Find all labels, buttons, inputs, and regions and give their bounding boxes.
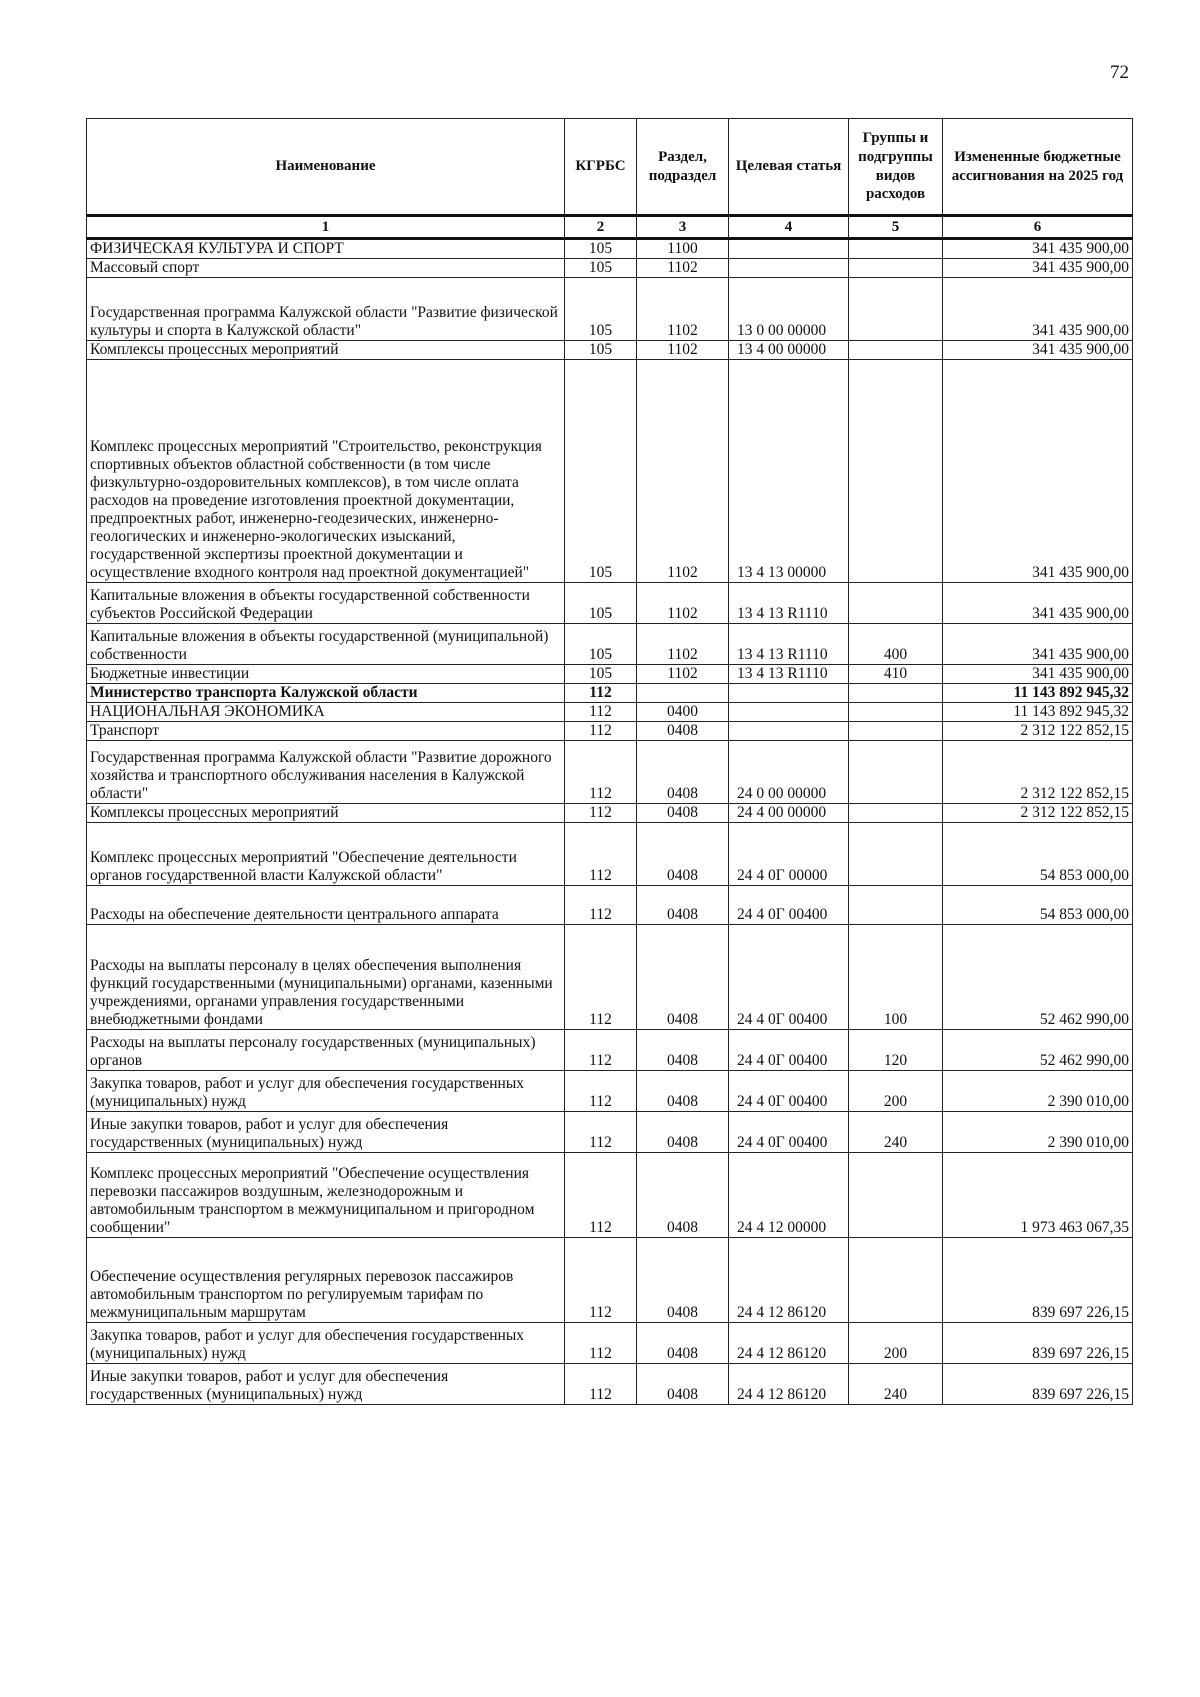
row-code-cell: 112 <box>565 1364 637 1405</box>
row-code-cell: 112 <box>565 925 637 1030</box>
row-group-cell <box>849 886 943 925</box>
table-row <box>87 239 1133 259</box>
row-amount-cell: 2 312 122 852,15 <box>943 741 1133 804</box>
row-group-cell <box>849 1153 943 1238</box>
table-header-row <box>87 119 1133 216</box>
row-amount-cell: 341 435 900,00 <box>943 259 1133 278</box>
row-group-cell <box>849 360 943 583</box>
table-row <box>87 823 1133 886</box>
row-group-cell: 100 <box>849 925 943 1030</box>
row-name-cell: Государственная программа Калужской области "Развитие физической культуры и спорта в Калужской области" <box>87 278 565 341</box>
row-group-cell <box>849 823 943 886</box>
row-target-cell <box>729 722 849 741</box>
table-row <box>87 665 1133 684</box>
row-target-cell: 24 4 0Г 00400 <box>729 1112 849 1153</box>
row-target-cell <box>729 684 849 703</box>
column-number-row <box>87 216 1133 239</box>
header-amount: Измененные бюджетные ассигнования на 2025 год <box>943 119 1133 216</box>
row-name-cell: Государственная программа Калужской области "Развитие дорожного хозяйства и транспортного обслуживания населения в Калужской области" <box>87 741 565 804</box>
row-code-cell: 112 <box>565 1030 637 1071</box>
row-group-cell: 400 <box>849 624 943 665</box>
row-group-cell <box>849 722 943 741</box>
row-name-cell: НАЦИОНАЛЬНАЯ ЭКОНОМИКА <box>87 703 565 722</box>
row-group-cell: 120 <box>849 1030 943 1071</box>
column-number: 4 <box>729 216 849 239</box>
row-section-cell: 0408 <box>637 1323 729 1364</box>
row-group-cell: 200 <box>849 1071 943 1112</box>
row-target-cell: 13 4 13 00000 <box>729 360 849 583</box>
table-row <box>87 259 1133 278</box>
row-amount-cell: 52 462 990,00 <box>943 925 1133 1030</box>
row-amount-cell: 839 697 226,15 <box>943 1364 1133 1405</box>
row-amount-cell: 1 973 463 067,35 <box>943 1153 1133 1238</box>
row-group-cell <box>849 278 943 341</box>
row-code-cell: 105 <box>565 583 637 624</box>
row-code-cell: 112 <box>565 741 637 804</box>
budget-table <box>86 118 1133 1405</box>
row-group-cell <box>849 239 943 259</box>
table-row <box>87 360 1133 583</box>
row-code-cell: 112 <box>565 886 637 925</box>
column-number: 6 <box>943 216 1133 239</box>
row-section-cell: 0408 <box>637 1071 729 1112</box>
row-section-cell: 0408 <box>637 1112 729 1153</box>
row-name-cell: Обеспечение осуществления регулярных перевозок пассажиров автомобильным транспортом по регулируемым тарифам по межмуниципальным маршрутам <box>87 1238 565 1323</box>
row-section-cell: 1102 <box>637 360 729 583</box>
row-section-cell: 1102 <box>637 278 729 341</box>
row-amount-cell: 341 435 900,00 <box>943 583 1133 624</box>
table-row <box>87 1153 1133 1238</box>
row-amount-cell: 341 435 900,00 <box>943 278 1133 341</box>
row-group-cell <box>849 684 943 703</box>
row-target-cell <box>729 703 849 722</box>
row-target-cell: 24 4 0Г 00400 <box>729 925 849 1030</box>
row-section-cell: 1102 <box>637 341 729 360</box>
row-code-cell: 112 <box>565 1238 637 1323</box>
row-amount-cell: 341 435 900,00 <box>943 360 1133 583</box>
row-name-cell: Комплекс процессных мероприятий "Обеспечение осуществления перевозки пассажиров воздушным, железнодорожным и автомобильным транспортом в межмуниципальном и пригородном сообщении" <box>87 1153 565 1238</box>
row-amount-cell: 839 697 226,15 <box>943 1238 1133 1323</box>
row-amount-cell: 2 390 010,00 <box>943 1071 1133 1112</box>
row-code-cell: 105 <box>565 341 637 360</box>
row-section-cell: 1102 <box>637 259 729 278</box>
row-name-cell: Капитальные вложения в объекты государственной собственности субъектов Российской Федерации <box>87 583 565 624</box>
page-number: 72 <box>1110 62 1129 83</box>
row-section-cell: 0400 <box>637 703 729 722</box>
row-section-cell <box>637 684 729 703</box>
row-group-cell <box>849 1238 943 1323</box>
row-amount-cell: 341 435 900,00 <box>943 341 1133 360</box>
row-target-cell: 24 4 00 00000 <box>729 804 849 823</box>
header-code: КГРБС <box>565 119 637 216</box>
row-section-cell: 1100 <box>637 239 729 259</box>
row-target-cell: 13 4 13 R1110 <box>729 624 849 665</box>
column-number: 3 <box>637 216 729 239</box>
row-name-cell: Иные закупки товаров, работ и услуг для обеспечения государственных (муниципальных) нужд <box>87 1112 565 1153</box>
row-amount-cell: 2 312 122 852,15 <box>943 804 1133 823</box>
table-row <box>87 583 1133 624</box>
table-row <box>87 1112 1133 1153</box>
row-name-cell: Расходы на обеспечение деятельности центрального аппарата <box>87 886 565 925</box>
row-code-cell: 112 <box>565 1323 637 1364</box>
row-section-cell: 0408 <box>637 886 729 925</box>
row-code-cell: 105 <box>565 624 637 665</box>
row-section-cell: 0408 <box>637 722 729 741</box>
row-target-cell: 13 4 13 R1110 <box>729 583 849 624</box>
row-amount-cell: 2 390 010,00 <box>943 1112 1133 1153</box>
row-section-cell: 0408 <box>637 1030 729 1071</box>
row-target-cell: 24 4 0Г 00000 <box>729 823 849 886</box>
row-name-cell: Иные закупки товаров, работ и услуг для обеспечения государственных (муниципальных) нужд <box>87 1364 565 1405</box>
row-section-cell: 0408 <box>637 823 729 886</box>
table-row <box>87 278 1133 341</box>
row-name-cell: Комплекс процессных мероприятий "Обеспечение деятельности органов государственной власти Калужской области" <box>87 823 565 886</box>
row-section-cell: 0408 <box>637 804 729 823</box>
row-name-cell: Бюджетные инвестиции <box>87 665 565 684</box>
table-row <box>87 1364 1133 1405</box>
row-name-cell: Закупка товаров, работ и услуг для обеспечения государственных (муниципальных) нужд <box>87 1323 565 1364</box>
table-row <box>87 1071 1133 1112</box>
row-section-cell: 1102 <box>637 583 729 624</box>
row-group-cell <box>849 259 943 278</box>
column-number: 5 <box>849 216 943 239</box>
row-code-cell: 105 <box>565 259 637 278</box>
row-code-cell: 112 <box>565 804 637 823</box>
row-amount-cell: 52 462 990,00 <box>943 1030 1133 1071</box>
row-name-cell: Комплексы процессных мероприятий <box>87 804 565 823</box>
table-row <box>87 703 1133 722</box>
table-row <box>87 886 1133 925</box>
row-amount-cell: 54 853 000,00 <box>943 886 1133 925</box>
row-target-cell: 24 4 0Г 00400 <box>729 1030 849 1071</box>
row-amount-cell: 341 435 900,00 <box>943 624 1133 665</box>
row-name-cell: Капитальные вложения в объекты государственной (муниципальной) собственности <box>87 624 565 665</box>
row-code-cell: 105 <box>565 239 637 259</box>
row-section-cell: 0408 <box>637 1364 729 1405</box>
row-name-cell: Расходы на выплаты персоналу государственных (муниципальных) органов <box>87 1030 565 1071</box>
row-target-cell: 24 4 12 86120 <box>729 1323 849 1364</box>
row-section-cell: 0408 <box>637 741 729 804</box>
row-group-cell <box>849 804 943 823</box>
table-body <box>87 239 1133 1405</box>
row-name-cell: Комплексы процессных мероприятий <box>87 341 565 360</box>
row-section-cell: 0408 <box>637 1238 729 1323</box>
row-code-cell: 105 <box>565 360 637 583</box>
row-code-cell: 112 <box>565 684 637 703</box>
row-target-cell: 24 4 0Г 00400 <box>729 1071 849 1112</box>
table-row <box>87 722 1133 741</box>
row-code-cell: 112 <box>565 703 637 722</box>
row-target-cell: 24 4 0Г 00400 <box>729 886 849 925</box>
row-group-cell: 200 <box>849 1323 943 1364</box>
row-name-cell: Закупка товаров, работ и услуг для обеспечения государственных (муниципальных) нужд <box>87 1071 565 1112</box>
row-target-cell <box>729 259 849 278</box>
row-target-cell: 13 0 00 00000 <box>729 278 849 341</box>
row-code-cell: 112 <box>565 823 637 886</box>
row-code-cell: 112 <box>565 1153 637 1238</box>
table-row <box>87 341 1133 360</box>
table-row <box>87 1323 1133 1364</box>
header-group: Группы и подгруппы видов расходов <box>849 119 943 216</box>
table-row <box>87 1238 1133 1323</box>
row-name-cell: Расходы на выплаты персоналу в целях обеспечения выполнения функций государственными (муниципальными) органами, казенными учреждениями, органами управления государственными внебюджетными фондами <box>87 925 565 1030</box>
row-group-cell <box>849 583 943 624</box>
row-code-cell: 112 <box>565 722 637 741</box>
row-amount-cell: 341 435 900,00 <box>943 239 1133 259</box>
header-name: Наименование <box>87 119 565 216</box>
row-code-cell: 105 <box>565 665 637 684</box>
header-section: Раздел, подраздел <box>637 119 729 216</box>
column-number: 2 <box>565 216 637 239</box>
row-code-cell: 112 <box>565 1071 637 1112</box>
row-target-cell <box>729 239 849 259</box>
row-target-cell: 13 4 00 00000 <box>729 341 849 360</box>
row-name-cell: Комплекс процессных мероприятий "Строительство, реконструкция спортивных объектов областной собственности (в том числе физкультурно-оздоровительных комплексов), в том числе оплата расходов на проведение изготовления проектной документации, предпроектных работ, инженерно-геодезических, инженерно-геологических и инженерно-экологических изысканий, государственной экспертизы проектной документации и осуществление входного контроля над проектной документацией" <box>87 360 565 583</box>
row-target-cell: 24 0 00 00000 <box>729 741 849 804</box>
row-amount-cell: 11 143 892 945,32 <box>943 703 1133 722</box>
row-target-cell: 24 4 12 00000 <box>729 1153 849 1238</box>
table-row <box>87 741 1133 804</box>
row-group-cell <box>849 703 943 722</box>
row-section-cell: 1102 <box>637 624 729 665</box>
row-amount-cell: 11 143 892 945,32 <box>943 684 1133 703</box>
row-target-cell: 24 4 12 86120 <box>729 1364 849 1405</box>
row-amount-cell: 839 697 226,15 <box>943 1323 1133 1364</box>
header-target: Целевая статья <box>729 119 849 216</box>
row-name-cell: Массовый спорт <box>87 259 565 278</box>
row-amount-cell: 341 435 900,00 <box>943 665 1133 684</box>
row-target-cell: 13 4 13 R1110 <box>729 665 849 684</box>
row-group-cell: 240 <box>849 1112 943 1153</box>
row-amount-cell: 2 312 122 852,15 <box>943 722 1133 741</box>
row-section-cell: 0408 <box>637 1153 729 1238</box>
row-code-cell: 105 <box>565 278 637 341</box>
row-section-cell: 1102 <box>637 665 729 684</box>
row-group-cell: 240 <box>849 1364 943 1405</box>
row-amount-cell: 54 853 000,00 <box>943 823 1133 886</box>
row-section-cell: 0408 <box>637 925 729 1030</box>
row-group-cell: 410 <box>849 665 943 684</box>
row-name-cell: Транспорт <box>87 722 565 741</box>
row-name-cell: ФИЗИЧЕСКАЯ КУЛЬТУРА И СПОРТ <box>87 239 565 259</box>
column-number: 1 <box>87 216 565 239</box>
row-name-cell: Министерство транспорта Калужской области <box>87 684 565 703</box>
row-code-cell: 112 <box>565 1112 637 1153</box>
table-row <box>87 624 1133 665</box>
table-row <box>87 1030 1133 1071</box>
row-target-cell: 24 4 12 86120 <box>729 1238 849 1323</box>
row-group-cell <box>849 341 943 360</box>
table-row <box>87 925 1133 1030</box>
table-row <box>87 684 1133 703</box>
row-group-cell <box>849 741 943 804</box>
table-row <box>87 804 1133 823</box>
